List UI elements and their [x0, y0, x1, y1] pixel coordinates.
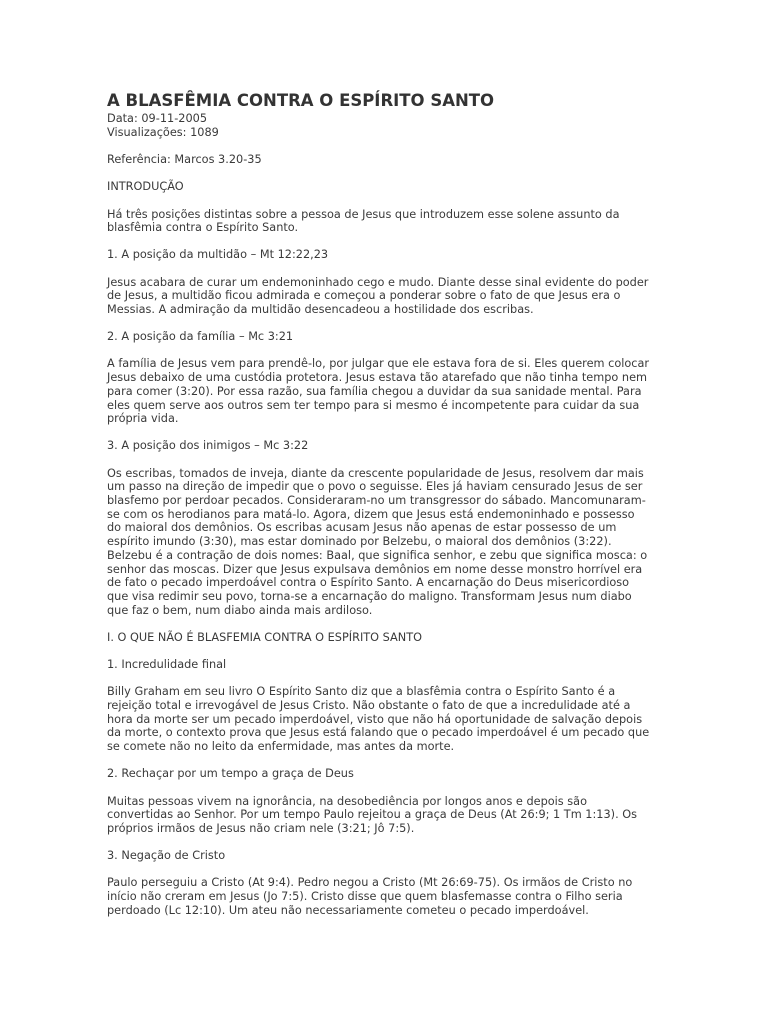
document-page — [107, 90, 652, 917]
document-views: Visualizações: 1089 — [107, 125, 219, 139]
document-date: Data: 09-11-2005 — [107, 112, 208, 125]
point-3-heading: 3. Negação de Cristo — [107, 849, 226, 863]
point-1-heading: 1. Incredulidade final — [107, 658, 227, 672]
section-2-paragraph: A família de Jesus vem para prendê-lo, por julgar que ele estava fora de si. Eles querem colocar Jesus debaixo de uma custódia protetora. Jesus estava tão atarefado que não tinha tempo nem para comer (3:20). Por essa razão, sua família chegou a duvidar da sua sanidade mental. Para eles quem serve aos outros sem ter tempo para si mesmo é incompetente para cuidar da sua própria vida. — [107, 357, 650, 426]
section-3-paragraph: Os escribas, tomados de inveja, diante da crescente popularidade de Jesus, resolvem dar mais um passo na direção de impedir que o povo o seguisse. Eles já haviam censurado Jesus de ser blasfemo por perdoar pecados. Consideraram-no um transgressor do sábado. Mancomunaram-se com os herodianos para matá-lo. Agora, dizem que Jesus está endemoninhado e possesso do maioral dos demônios. Os escribas acusam Jesus não apenas de estar possesso de um espírito imundo (3:30), mas estar dominado por Belzebu, o maioral dos demônios (3:22). Belzebu é a contração de dois nomes: Baal, que significa senhor, e zebu que significa mosca: o senhor das moscas. Dizer que Jesus expulsava demônios em nome desse monstro horrível era de fato o pecado imperdoável contra o Espírito Santo. A encarnação do Deus misericordioso que visa redimir seu povo, torna-se a encarnação do maligno. Transformam Jesus num diabo que faz o bem, num diabo ainda mais ardiloso. — [107, 466, 648, 617]
part-1-heading: I. O QUE NÃO É BLASFEMIA CONTRA O ESPÍRITO SANTO — [107, 630, 423, 644]
point-2-paragraph: Muitas pessoas vivem na ignorância, na desobediência por longos anos e depois são convertidas ao Senhor. Por um tempo Paulo rejeitou a graça de Deus (At 26:9; 1 Tm 1:13). Os próprios irmãos de Jesus não criam nele (3:21; Jô 7:5). — [107, 794, 638, 835]
section-3-heading: 3. A posição dos inimigos – Mc 3:22 — [107, 439, 309, 453]
point-1-paragraph: Billy Graham em seu livro O Espírito Santo diz que a blasfêmia contra o Espírito Santo é a rejeição total e irrevogável de Jesus Cristo. Não obstante o fato de que a incredulidade até a hora da morte ser um pecado imperdoável, visto que não há oportunidade de salvação depois da morte, o contexto prova que Jesus está falando que o pecado imperdoável é um pecado que se comete não no leito da enfermidade, mas antes da morte. — [107, 685, 650, 754]
section-1-paragraph: Jesus acabara de curar um endemoninhado cego e mudo. Diante desse sinal evidente do poder de Jesus, a multidão ficou admirada e começou a ponderar sobre o fato de que Jesus era o Messias. A admiração da multidão desencadeou a hostilidade dos escribas. — [107, 275, 649, 317]
section-1-heading: 1. A posição da multidão – Mt 12:22,23 — [107, 248, 329, 262]
point-3-paragraph: Paulo perseguiu a Cristo (At 9:4). Pedro negou a Cristo (Mt 26:69-75). Os irmãos de Cristo no início não creram em Jesus (Jo 7:5). Cristo disse que quem blasfemasse contra o Filho seria perdoado (Lc 12:10). Um ateu não necessariamente cometeu o pecado imperdoável. — [107, 876, 633, 917]
document-title: A BLASFÊMIA CONTRA O ESPÍRITO SANTO — [107, 91, 495, 110]
section-2-heading: 2. A posição da família – Mc 3:21 — [107, 330, 294, 344]
point-2-heading: 2. Rechaçar por um tempo a graça de Deus — [107, 767, 354, 781]
intro-paragraph: Há três posições distintas sobre a pessoa de Jesus que introduzem esse solene assunto da blasfêmia contra o Espírito Santo. — [107, 207, 620, 235]
document-reference: Referência: Marcos 3.20-35 — [107, 153, 262, 167]
intro-heading: INTRODUÇÃO — [107, 180, 184, 194]
